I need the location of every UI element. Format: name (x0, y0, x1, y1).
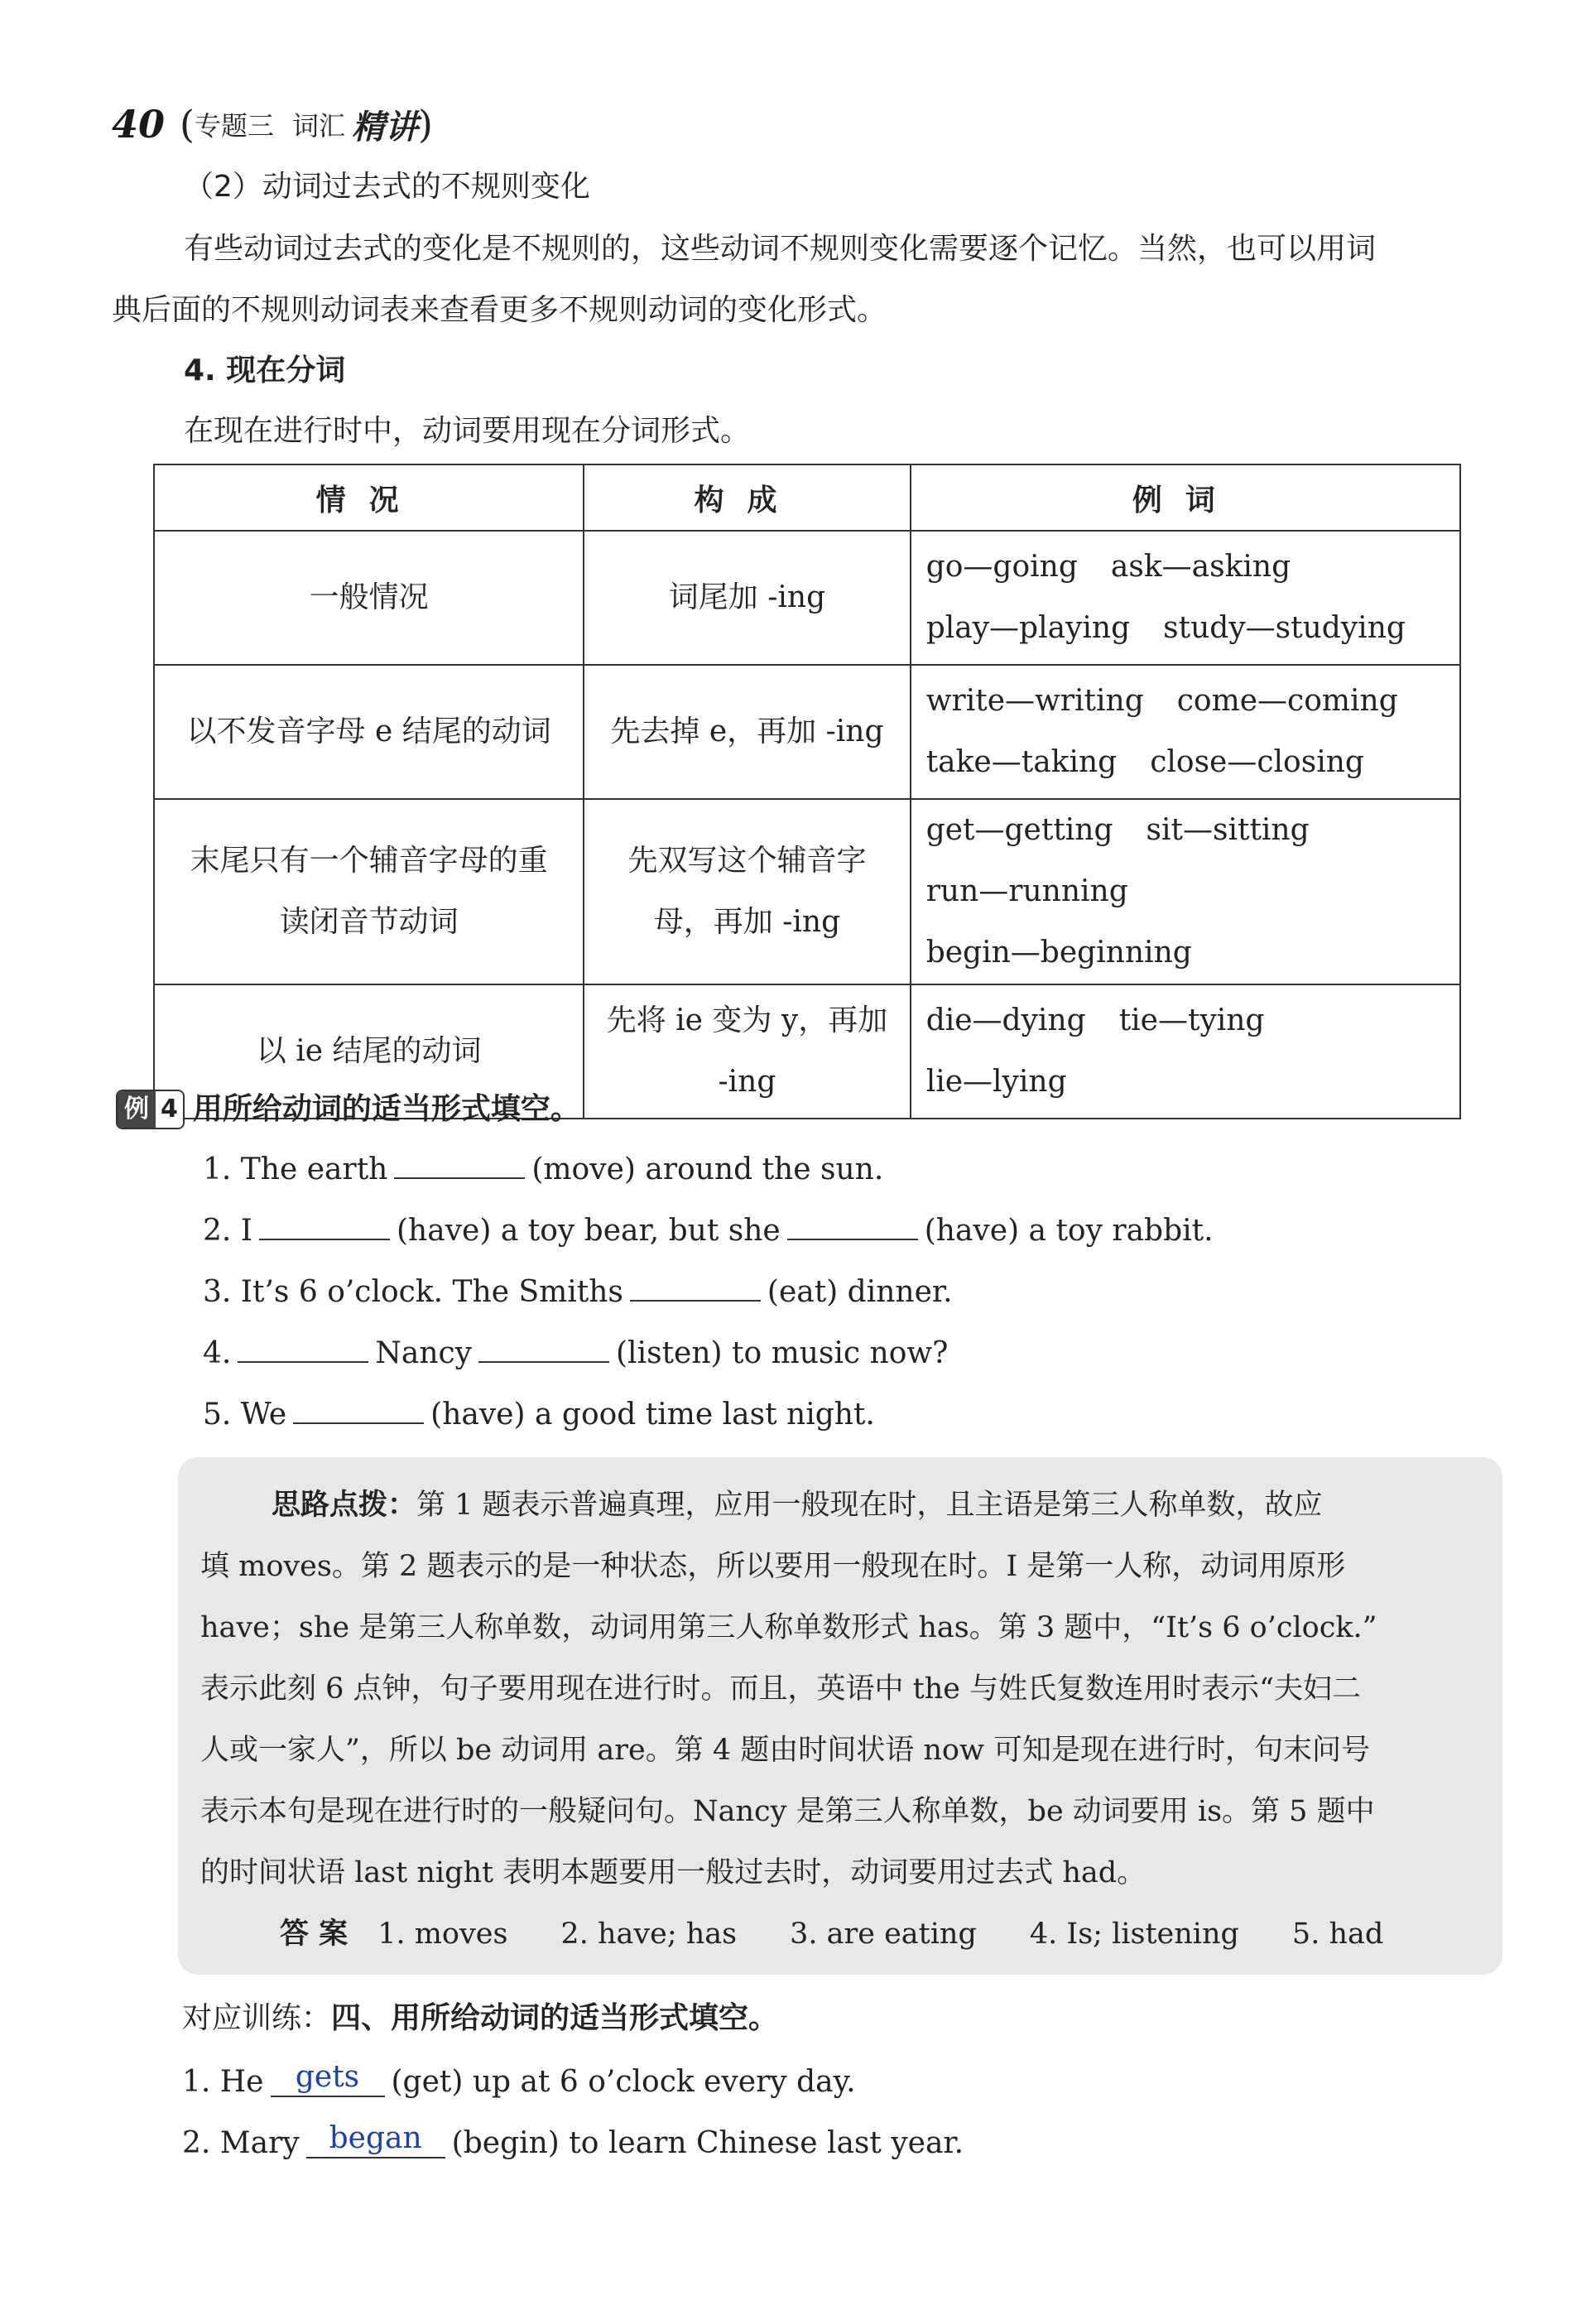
example-line (926, 990, 1459, 1052)
section-title: 4. 现在分词 (184, 354, 346, 387)
example-word: lie—lying (925, 1065, 1067, 1099)
question-text: (move) around the sun. (531, 1153, 884, 1186)
example-word: die—dying (925, 1003, 1086, 1037)
question-1 (203, 1153, 883, 1185)
example-instruction: 用所给动词的适当形式填空。 (192, 1092, 580, 1126)
example-word: write—writing (925, 684, 1144, 718)
case-text: 末尾只有一个辅音字母的重 (190, 844, 548, 878)
rule-cell (584, 665, 910, 799)
subsection-title: （2）动词过去式的不规则变化 (184, 170, 590, 204)
table-row (154, 799, 1460, 984)
example-word: begin—beginning (925, 936, 1192, 970)
header-paren-open-icon: ( (180, 102, 195, 147)
case-text: 读闭音节动词 (279, 905, 459, 939)
tip-line (272, 1482, 1323, 1523)
example-word: ask—asking (1110, 550, 1291, 584)
answer-item: 4. Is; listening (1029, 1918, 1239, 1951)
case-cell (154, 531, 584, 665)
example-cell (911, 984, 1460, 1119)
header-cell-rule: 构成 (584, 464, 910, 531)
example-line (926, 1052, 1459, 1113)
paragraph-line: 有些动词过去式的变化是不规则的，这些动词不规则变化需要逐个记忆。当然，也可以用词 (184, 232, 1377, 266)
question-text: (begin) to learn Chinese last year. (451, 2126, 964, 2160)
case-text: 以 ie 结尾的动词 (256, 1034, 482, 1068)
question-text: 1. The earth (203, 1153, 388, 1186)
answer-blank[interactable] (238, 1336, 368, 1363)
tip-label: 思路点拨： (272, 1489, 417, 1522)
tip-line: 的时间状语 last night 表明本题要用一般过去时，动词要用过去式 had。 (200, 1856, 1147, 1889)
tip-text: 第 1 题表示普遍真理，应用一般现在时，且主语是第三人称单数，故应 (416, 1489, 1323, 1522)
example-badge-number: 4 (156, 1091, 183, 1128)
case-text: 一般情况 (309, 580, 429, 614)
page-number: 40 (112, 102, 166, 147)
example-heading (116, 1090, 580, 1129)
answer-blank[interactable] (306, 2121, 445, 2158)
practice-question-2 (182, 2121, 964, 2160)
answer-blank[interactable] (787, 1214, 918, 1240)
header-cell-case: 情况 (154, 464, 584, 531)
answer-line (280, 1911, 1383, 1952)
question-text: (eat) dinner. (767, 1275, 953, 1309)
answer-blank[interactable] (271, 2060, 385, 2097)
rule-cell (584, 799, 910, 984)
question-text: (have) a toy rabbit. (924, 1214, 1214, 1248)
header-cell-example: 例词 (911, 464, 1460, 531)
answer-label: 答 案 (280, 1918, 349, 1951)
present-participle-table (153, 464, 1461, 1119)
page-header (112, 95, 433, 153)
header-paren-close-icon: ) (418, 102, 433, 147)
example-line (926, 537, 1459, 598)
example-word: get—getting (925, 813, 1113, 847)
section-intro: 在现在进行时中，动词要用现在分词形式。 (184, 414, 751, 448)
rule-text: 先去掉 e，再加 -ing (610, 715, 884, 748)
question-2 (203, 1214, 1214, 1246)
tip-line: 表示此刻 6 点钟，句子要用现在进行时。而且，英语中 the 与姓氏复数连用时表示“夫妇二 (200, 1672, 1361, 1706)
tip-line: 填 moves。第 2 题表示的是一种状态，所以要用一般现在时。I 是第一人称，动词用原形 (200, 1550, 1346, 1583)
question-text: (have) a toy bear, but she (397, 1214, 781, 1248)
handwritten-answer: gets (295, 2060, 360, 2094)
example-word: play—playing (925, 611, 1131, 645)
example-word: go—going (925, 550, 1078, 584)
example-line (926, 800, 1459, 861)
question-text: (have) a good time last night. (430, 1398, 875, 1432)
answer-blank[interactable] (259, 1214, 390, 1240)
rule-text: -ing (718, 1065, 776, 1099)
question-4 (203, 1336, 948, 1369)
header-title (180, 101, 433, 148)
example-word: take—taking (925, 745, 1118, 779)
answer-blank[interactable] (293, 1398, 424, 1424)
example-cell (911, 799, 1460, 984)
answer-item: 1. moves (377, 1918, 508, 1951)
example-line (926, 732, 1459, 793)
question-text: (listen) to music now? (616, 1336, 949, 1370)
practice-prefix: 对应训练： (182, 2001, 332, 2035)
rule-text: 母，再加 -ing (653, 905, 841, 939)
example-badge-label: 例 (118, 1091, 156, 1128)
table-row (154, 531, 1460, 665)
example-line (926, 598, 1459, 659)
question-text: 2. I (203, 1214, 253, 1248)
practice-heading (182, 2001, 779, 2035)
question-3 (203, 1275, 953, 1307)
example-line (926, 671, 1459, 732)
practice-question-1 (182, 2060, 856, 2099)
paragraph-line: 典后面的不规则动词表来查看更多不规则动词的变化形式。 (112, 293, 887, 327)
example-cell (911, 531, 1460, 665)
tip-line: have；she 是第三人称单数，动词用第三人称单数形式 has。第 3 题中，“It’s 6 o’clock.” (200, 1611, 1377, 1644)
question-text: 5. We (203, 1398, 287, 1432)
answer-item: 2. have; has (560, 1918, 738, 1951)
answer-blank[interactable] (478, 1336, 609, 1363)
example-word: come—coming (1176, 684, 1398, 718)
header-emphasis: 精讲 (352, 108, 418, 147)
example-line (926, 861, 1459, 984)
question-text: 2. Mary (182, 2126, 300, 2160)
answer-blank[interactable] (394, 1153, 525, 1179)
table-row (154, 665, 1460, 799)
case-cell (154, 665, 584, 799)
question-5 (203, 1398, 875, 1430)
question-text: Nancy (375, 1336, 473, 1370)
rule-text: 先双写这个辅音字 (627, 844, 867, 878)
header-topic: 专题三 (194, 110, 274, 142)
rule-text: 词尾加 -ing (668, 580, 826, 614)
handwritten-answer: began (329, 2121, 422, 2155)
example-word: tie—tying (1118, 1003, 1265, 1037)
example-word: study—studying (1163, 611, 1406, 645)
question-text: (get) up at 6 o’clock every day. (391, 2065, 856, 2099)
rule-text: 先将 ie 变为 y，再加 (606, 1003, 888, 1037)
answer-item: 5. had (1291, 1918, 1384, 1951)
example-word: close—closing (1150, 745, 1364, 779)
tip-line: 表示本句是现在进行时的一般疑问句。Nancy 是第三人称单数，be 动词要用 is。第 5 题中 (200, 1795, 1375, 1828)
example-badge (116, 1090, 185, 1129)
answer-item: 3. are eating (790, 1918, 977, 1951)
example-word: sit—sitting (1146, 813, 1310, 847)
case-cell (154, 799, 584, 984)
example-word: run—running (925, 874, 1128, 908)
table-header-row (154, 464, 1460, 531)
question-text: 4. (203, 1336, 232, 1370)
practice-title: 四、用所给动词的适当形式填空。 (331, 2001, 779, 2035)
tip-box (178, 1457, 1502, 1975)
case-text: 以不发音字母 e 结尾的动词 (186, 715, 551, 748)
header-section: 词汇 (291, 110, 345, 142)
tip-line: 人或一家人”，所以 be 动词用 are。第 4 题由时间状语 now 可知是现在进行时，句末问号 (200, 1734, 1371, 1767)
rule-cell (584, 531, 910, 665)
question-text: 3. It’s 6 o’clock. The Smiths (203, 1275, 623, 1309)
rule-cell (584, 984, 910, 1119)
answer-blank[interactable] (630, 1275, 761, 1302)
question-text: 1. He (182, 2065, 264, 2099)
example-cell (911, 665, 1460, 799)
